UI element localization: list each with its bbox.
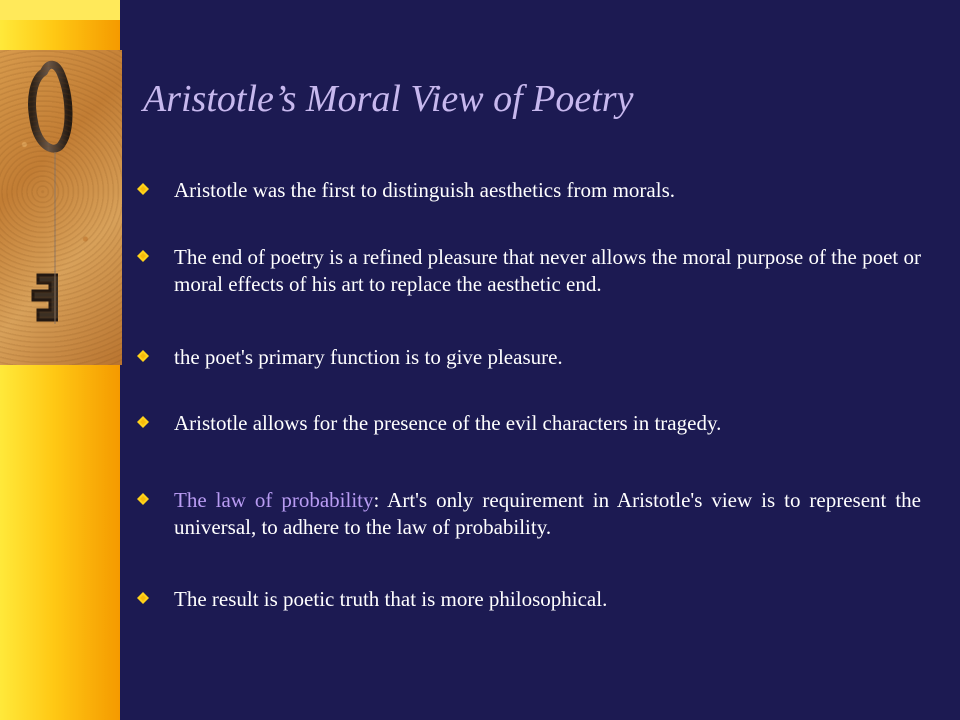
bullet-text: Aristotle allows for the presence of the evil characters in tragedy.	[174, 411, 722, 435]
bullet-text: The result is poetic truth that is more philosophical.	[174, 587, 608, 611]
bullet-text: The end of poetry is a refined pleasure that never allows the moral purpose of the poet or moral effects of his art to replace the aesthetic end.	[174, 245, 921, 296]
list-item	[136, 177, 921, 204]
key-photo	[0, 50, 122, 365]
diamond-bullet-icon	[136, 589, 158, 609]
bullet-text	[174, 487, 921, 541]
bullet-highlight: The law of probability	[174, 488, 374, 512]
diamond-bullet-icon	[136, 490, 158, 510]
bullet-text: the poet's primary function is to give pleasure.	[174, 345, 563, 369]
list-item	[136, 244, 921, 298]
key-icon	[0, 50, 122, 365]
diamond-bullet-icon	[136, 180, 158, 200]
diamond-bullet-icon	[136, 247, 158, 267]
slide-title: Aristotle’s Moral View of Poetry	[143, 78, 634, 120]
list-item	[136, 410, 921, 437]
top-accent-strip	[0, 0, 120, 20]
list-item	[136, 487, 921, 541]
list-item	[136, 586, 921, 613]
diamond-bullet-icon	[136, 347, 158, 367]
diamond-bullet-icon	[136, 413, 158, 433]
bullet-text: Aristotle was the first to distinguish aesthetics from morals.	[174, 178, 676, 202]
bullet-remainder: : Art's only requirement in Aristotle's view is to represent the universal, to adhere to the law of probability.	[174, 488, 921, 539]
list-item	[136, 344, 921, 371]
